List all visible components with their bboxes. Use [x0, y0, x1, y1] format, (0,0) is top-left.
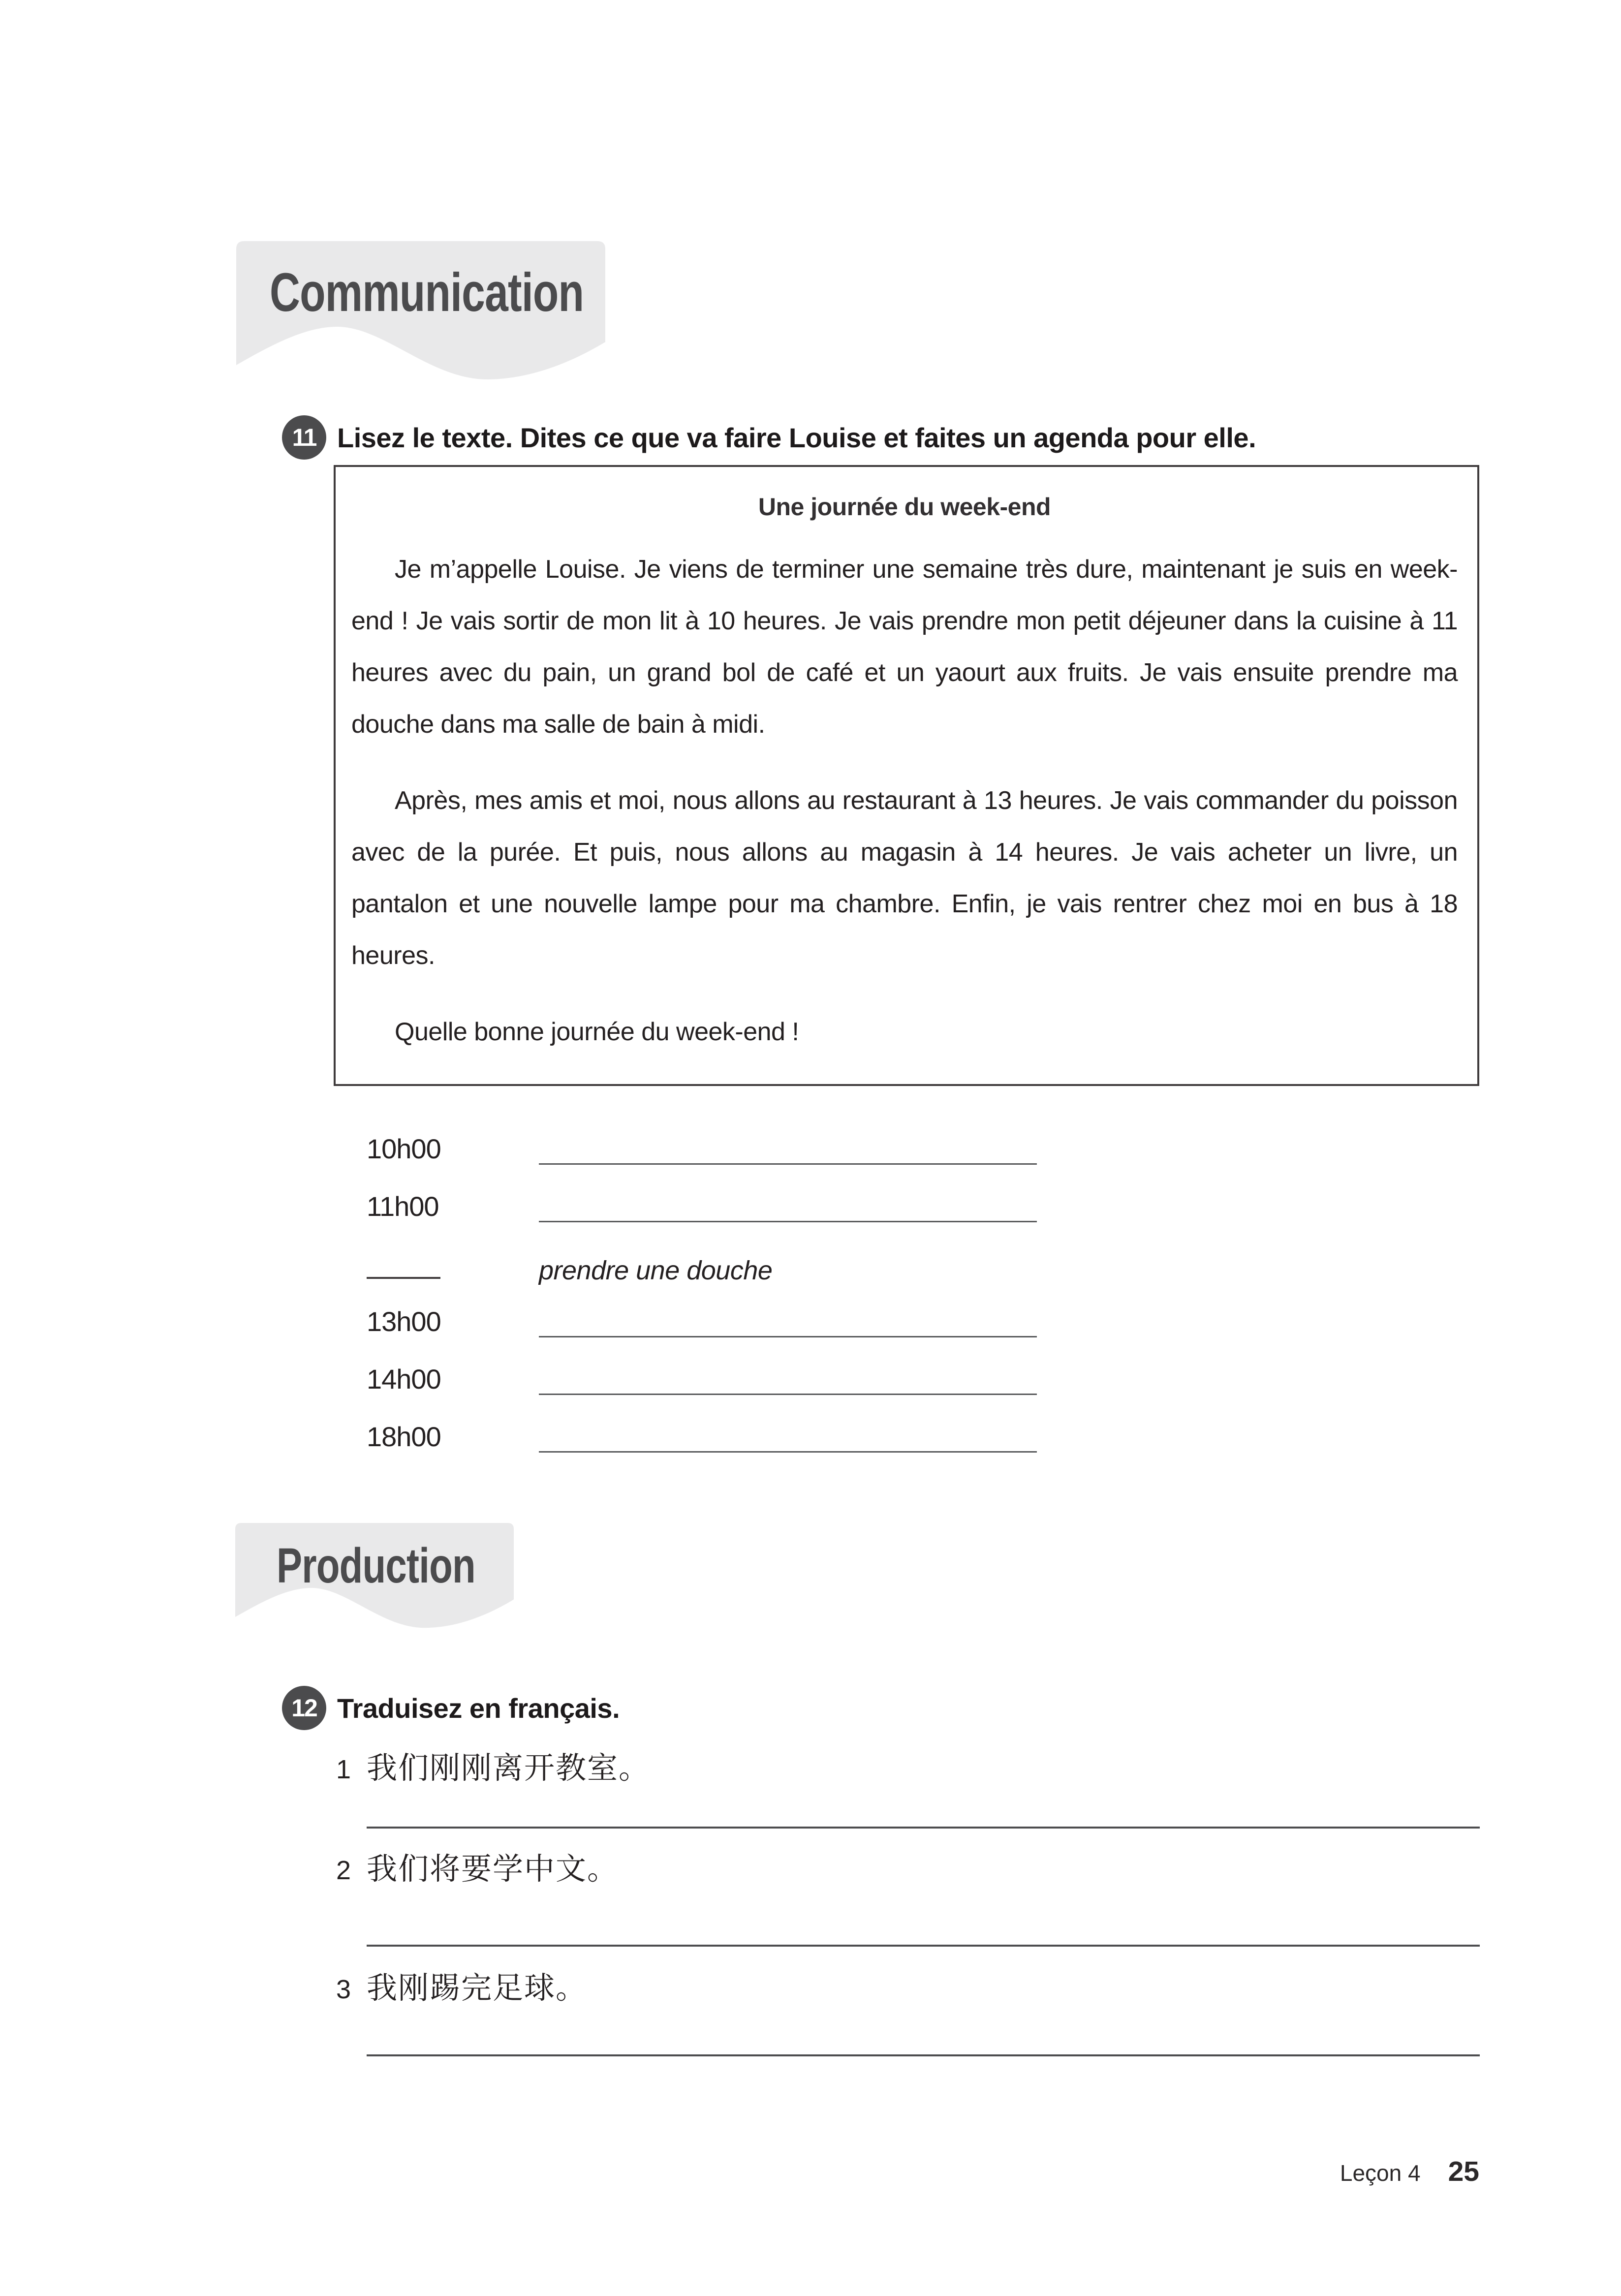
agenda-row	[367, 1406, 1038, 1463]
exercise-12-instruction: Traduisez en français.	[337, 1692, 620, 1724]
item-number: 2	[336, 1856, 351, 1885]
reading-text-box	[334, 465, 1479, 1086]
item-chinese-text: 我们将要学中文。	[367, 1852, 619, 1886]
translation-answer-blank-3[interactable]	[367, 2054, 1480, 2056]
item-number: 3	[336, 1975, 351, 2004]
translation-answer-blank-2[interactable]	[367, 1945, 1480, 1947]
agenda-time-blank[interactable]	[367, 1277, 440, 1279]
item-number: 1	[336, 1755, 351, 1784]
agenda-time-cell	[367, 1277, 539, 1291]
page-footer	[1279, 2155, 1479, 2188]
exercise-12-heading	[282, 1685, 620, 1731]
agenda-row	[367, 1176, 1038, 1233]
agenda-row	[367, 1291, 1038, 1348]
production-section-title: Production	[277, 1538, 475, 1593]
reading-paragraph-3: Quelle bonne journée du week-end !	[395, 1018, 799, 1046]
exercise-11-number-badge: 11	[282, 415, 326, 460]
translation-item-1	[336, 1743, 650, 1787]
translation-answer-blank-1[interactable]	[367, 1827, 1480, 1829]
reading-title: Une journée du week-end	[758, 493, 1051, 521]
agenda-row	[367, 1118, 1038, 1176]
agenda-row	[367, 1233, 1038, 1291]
footer-page-number: 25	[1448, 2156, 1479, 2187]
agenda-answer-blank[interactable]	[539, 1163, 1037, 1165]
translation-item-3	[336, 1963, 587, 2007]
agenda-answer-blank[interactable]	[539, 1394, 1037, 1395]
exercise-12-number-badge: 12	[282, 1686, 326, 1730]
agenda-time-label: 14h00	[367, 1364, 441, 1395]
item-chinese-text: 我刚踢完足球。	[367, 1971, 588, 2005]
agenda-time-label: 11h00	[367, 1191, 439, 1222]
exercise-11-instruction: Lisez le texte. Dites ce que va faire Louise et faites un agenda pour elle.	[337, 422, 1256, 453]
agenda-answer-blank[interactable]	[539, 1451, 1037, 1453]
agenda-row	[367, 1348, 1038, 1406]
agenda-time-label: 10h00	[367, 1133, 441, 1164]
exercise-11-heading	[282, 415, 1256, 460]
agenda-schedule	[367, 1118, 1038, 1463]
agenda-activity-prefilled: prendre une douche	[539, 1256, 773, 1285]
communication-section-title: Communication	[270, 262, 584, 323]
reading-paragraph-1: Je m’appelle Louise. Je viens de terminer une semaine très dure, maintenant je suis en week-end ! Je vais sortir de mon lit à 10 heures. Je vais prendre mon petit déjeuner dans la cuisine à 11 heures avec du pain, un grand bol de café et un yaourt aux fruits. Je vais ensuite prendre ma douche dans ma salle de bain à midi.	[351, 555, 1458, 739]
reading-paragraph-2: Après, mes amis et moi, nous allons au restaurant à 13 heures. Je vais commander du poisson avec de la purée. Et puis, nous allons au magasin à 14 heures. Je vais acheter un livre, un pantalon et une nouvelle lampe pour ma chambre. Enfin, je vais rentrer chez moi en bus à 18 heures.	[351, 786, 1458, 970]
agenda-time-label: 13h00	[367, 1306, 441, 1337]
agenda-answer-blank[interactable]	[539, 1336, 1037, 1337]
translation-item-2	[336, 1844, 619, 1888]
agenda-answer-blank[interactable]	[539, 1221, 1037, 1222]
agenda-time-label: 18h00	[367, 1421, 441, 1452]
item-chinese-text: 我们刚刚离开教室。	[367, 1751, 651, 1785]
footer-lesson-label: Leçon 4	[1340, 2160, 1421, 2186]
